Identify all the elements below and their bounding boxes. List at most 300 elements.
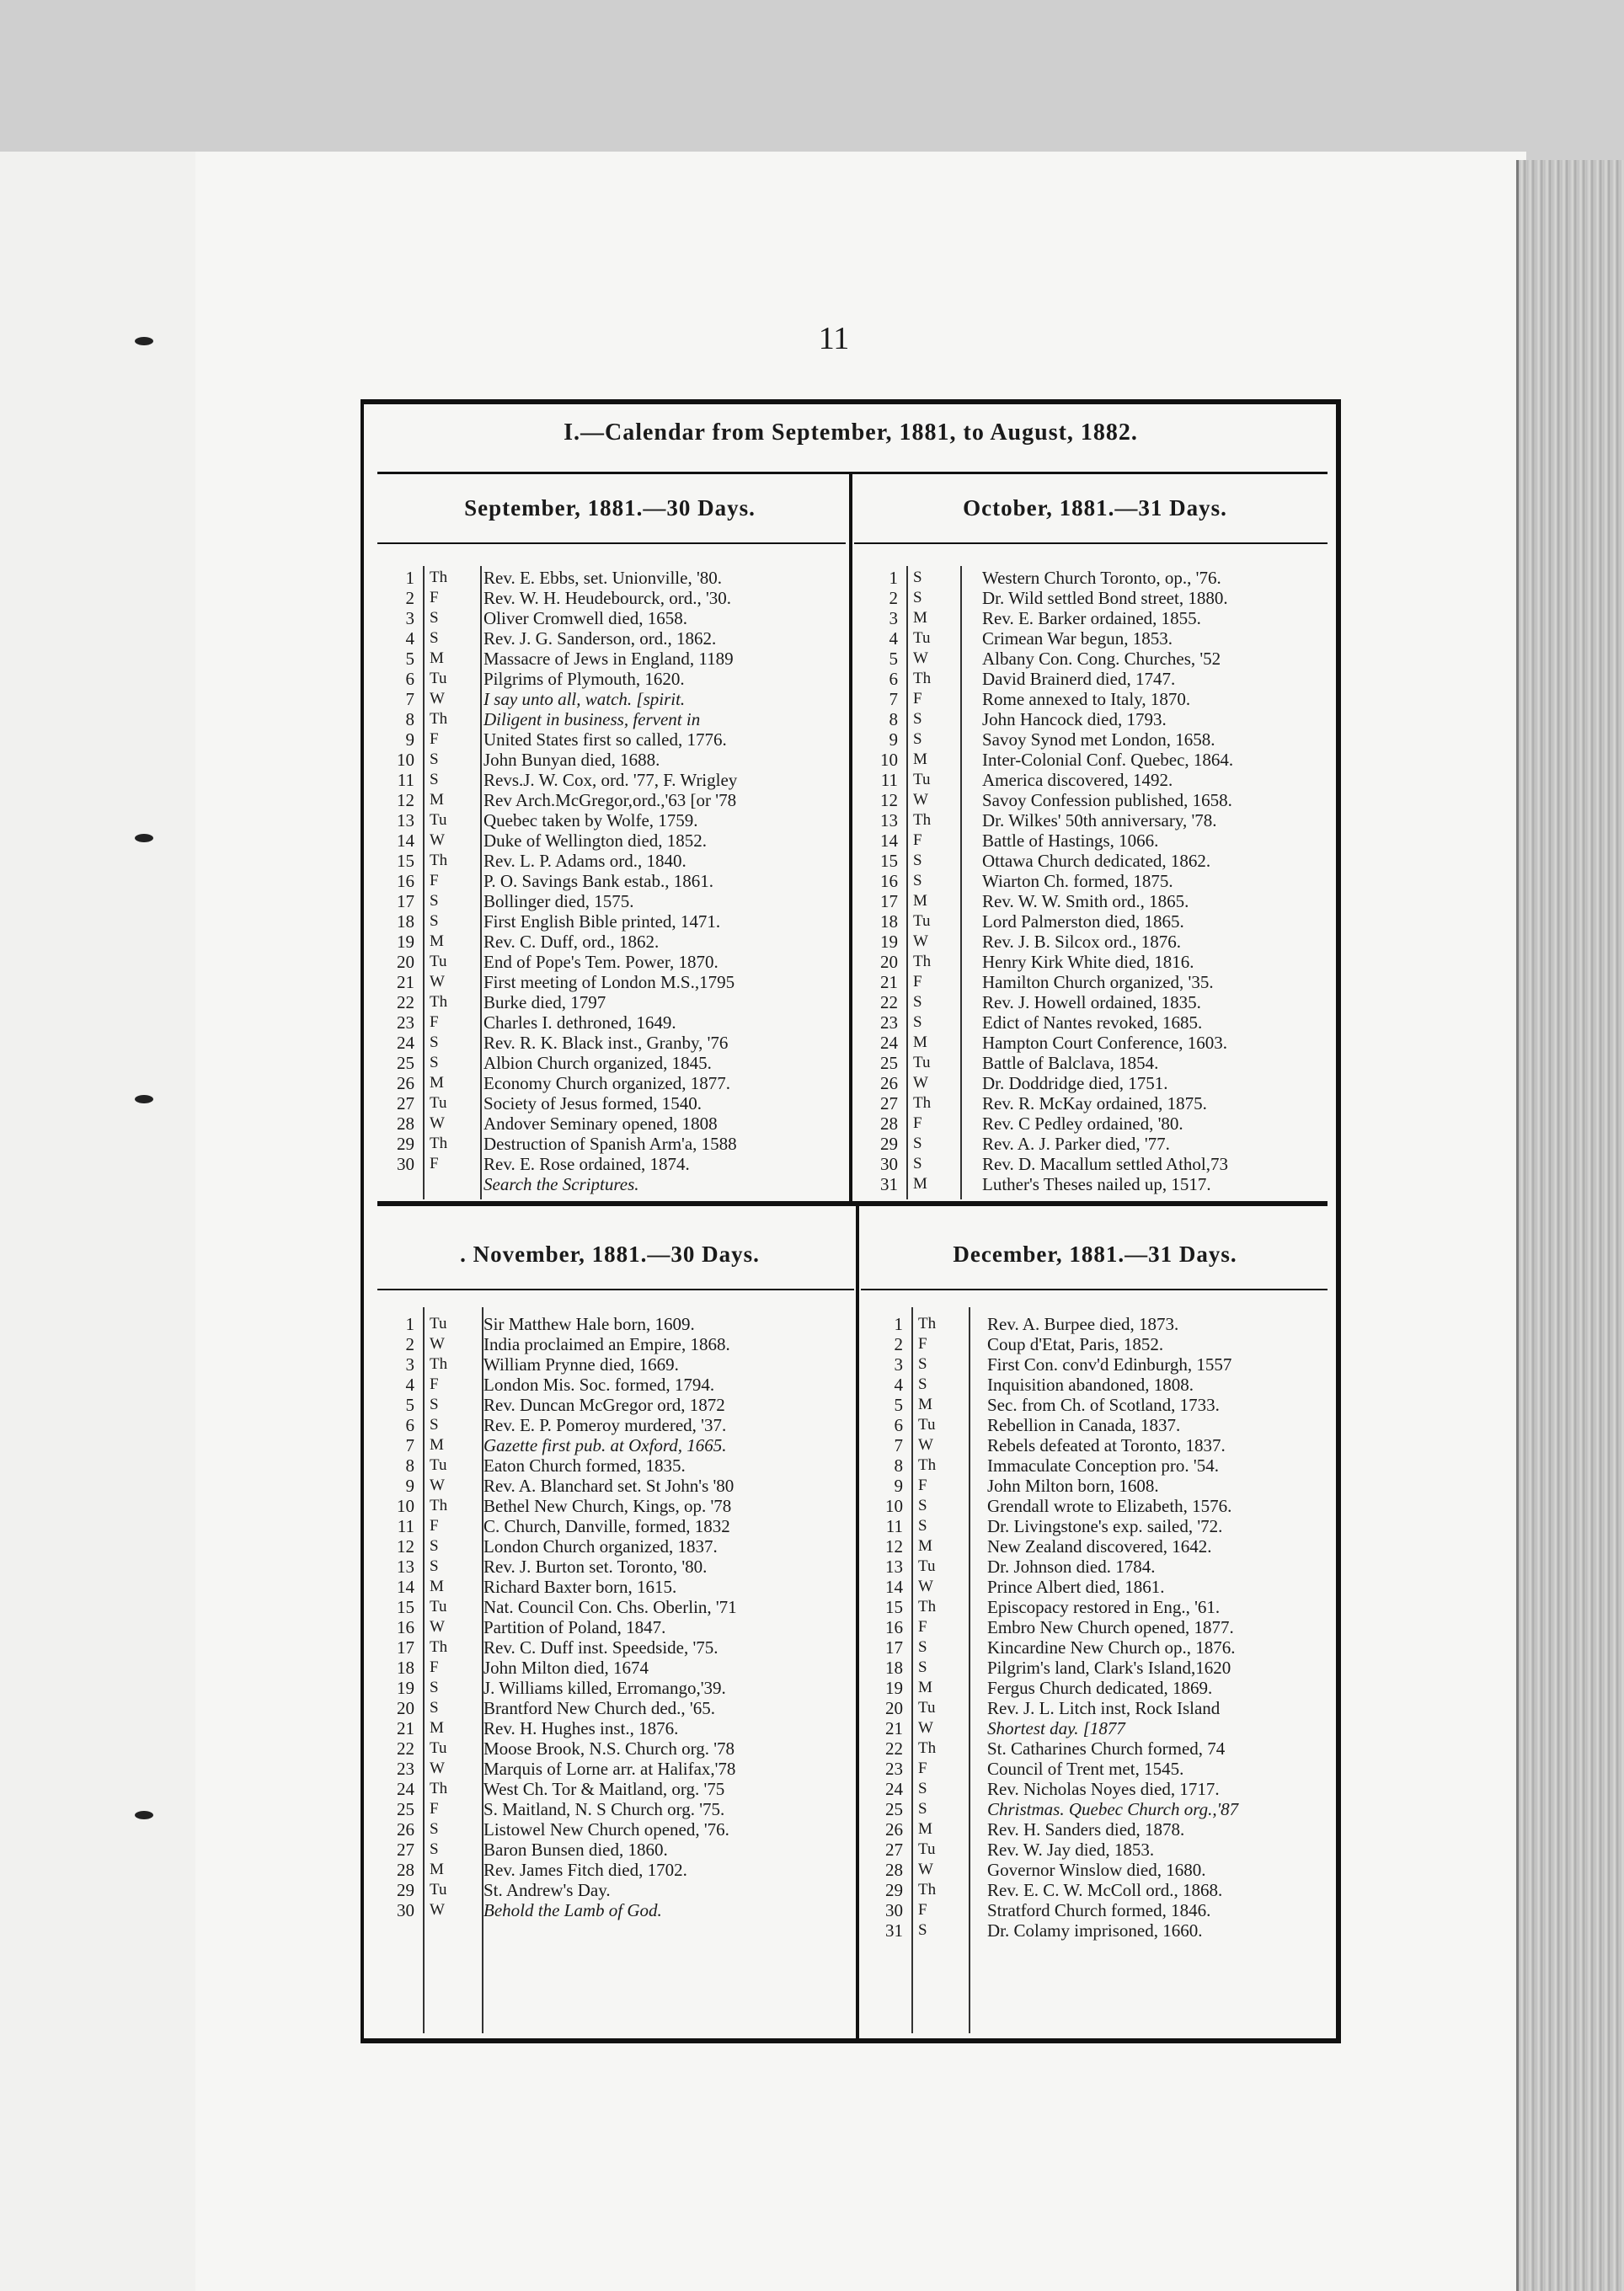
day-number: 19 [397,932,414,952]
day-number: 2 [405,588,414,608]
calendar-row [857,992,1326,1012]
weekday: W [918,1578,933,1595]
day-number: 24 [397,1033,414,1053]
weekday: Th [430,1638,448,1656]
day-number: 21 [885,1718,903,1738]
calendar-row [374,1698,851,1718]
weekday: W [430,831,445,849]
weekday: F [430,730,439,748]
day-number: 6 [405,1415,414,1435]
weekday: Th [918,1739,937,1757]
event-text: Rev. James Fitch died, 1702. [483,1860,687,1880]
calendar-row [857,729,1326,750]
month-title: October, 1881.—31 Days. [963,495,1227,521]
weekday: F [913,973,922,991]
event-text: Western Church Toronto, op., '76. [982,568,1221,588]
day-number: 15 [397,1597,414,1617]
weekday: Tu [918,1557,936,1575]
day-number: 23 [397,1759,414,1779]
event-text: Governor Winslow died, 1680. [987,1860,1206,1880]
weekday: W [918,1719,933,1737]
day-number: 12 [397,1536,414,1557]
weekday: Tu [430,1881,447,1898]
calendar-row [374,1597,851,1617]
weekday: S [913,569,922,586]
weekday: S [913,1013,922,1031]
calendar-row [374,1496,851,1516]
calendar-row [857,568,1326,588]
calendar-row [857,1174,1326,1194]
weekday: M [913,609,927,627]
calendar-row [857,628,1326,649]
day-number: 23 [885,1759,903,1779]
calendar-row [374,628,846,649]
calendar-row [863,1516,1328,1536]
calendar-row [374,770,846,790]
weekday: S [913,1135,922,1152]
day-number: 24 [880,1033,898,1053]
day-number: 16 [880,871,898,891]
weekday: S [918,1497,927,1514]
calendar-row [863,1860,1328,1880]
weekday: F [918,1335,927,1353]
event-text: India proclaimed an Empire, 1868. [483,1334,730,1354]
calendar-row [374,1678,851,1698]
event-text: Rev. E. Rose ordained, 1874. [483,1154,690,1174]
day-number: 21 [397,972,414,992]
event-text: Albion Church organized, 1845. [483,1053,712,1073]
day-number: 4 [405,1375,414,1395]
day-number: 7 [405,689,414,709]
day-number: 18 [397,911,414,932]
event-text: Shortest day. [1877 [987,1718,1125,1738]
event-text: Rev. J. L. Litch inst, Rock Island [987,1698,1221,1718]
calendar-row [857,871,1326,891]
weekday: S [918,1780,927,1797]
event-text: Diligent in business, fervent in [483,709,701,729]
day-number: 21 [397,1718,414,1738]
weekday: Th [430,852,448,869]
day-number: 5 [405,1395,414,1415]
event-text: Sec. from Ch. of Scotland, 1733. [987,1395,1220,1415]
event-text: America discovered, 1492. [982,770,1173,790]
weekday: M [430,649,444,667]
event-text: Partition of Poland, 1847. [483,1617,666,1637]
weekday: Th [430,569,448,586]
calendar-row [857,1033,1326,1053]
weekday: Th [918,1881,937,1898]
day-number: 19 [880,932,898,952]
event-text: John Hancock died, 1793. [982,709,1167,729]
calendar-row [374,1375,851,1395]
calendar-row [857,830,1326,851]
event-text: Grendall wrote to Elizabeth, 1576. [987,1496,1232,1516]
day-number: 29 [397,1134,414,1154]
weekday: M [913,892,927,910]
weekday: W [918,1861,933,1878]
calendar-row [374,911,846,932]
day-number: 28 [880,1113,898,1134]
weekday: Th [430,1780,448,1797]
event-text: Rebels defeated at Toronto, 1837. [987,1435,1226,1455]
calendar-row [374,810,846,830]
calendar-row [863,1840,1328,1860]
calendar-row [374,608,846,628]
weekday: W [918,1436,933,1454]
weekday: F [918,1901,927,1919]
weekday: M [430,1578,444,1595]
weekday: Tu [430,1456,447,1474]
weekday: S [430,750,439,768]
weekday: W [913,932,928,950]
weekday: S [430,912,439,930]
day-number: 14 [397,1577,414,1597]
event-text: London Church organized, 1837. [483,1536,718,1557]
day-number: 19 [397,1678,414,1698]
event-text: Battle of Hastings, 1066. [982,830,1159,851]
calendar-row [857,911,1326,932]
day-number: 22 [397,1738,414,1759]
calendar-row [374,1113,846,1134]
day-number: 4 [889,628,898,649]
event-text: Rev. Duncan McGregor ord, 1872 [483,1395,725,1415]
event-text: Behold the Lamb of God. [483,1900,662,1920]
day-number: 10 [880,750,898,770]
calendar-row [857,669,1326,689]
weekday: F [430,589,439,606]
weekday: Th [918,1315,937,1332]
event-text: Edict of Nantes revoked, 1685. [982,1012,1203,1033]
calendar-row [863,1718,1328,1738]
calendar-row [374,568,846,588]
weekday: M [918,1396,932,1413]
day-number: 14 [885,1577,903,1597]
day-number: 10 [397,750,414,770]
calendar-row [857,689,1326,709]
day-number: 28 [885,1860,903,1880]
day-number: 1 [405,568,414,588]
day-number: 29 [880,1134,898,1154]
header-rule [377,1289,854,1290]
calendar-row [374,1455,851,1476]
event-text: Rev. C. Duff inst. Speedside, '75. [483,1637,719,1658]
day-number: 12 [885,1536,903,1557]
calendar-row [863,1536,1328,1557]
event-text: Savoy Confession published, 1658. [982,790,1232,810]
day-number: 22 [397,992,414,1012]
weekday: Th [913,811,932,829]
calendar-row [863,1637,1328,1658]
event-text: David Brainerd died, 1747. [982,669,1176,689]
day-number: 11 [885,1516,903,1536]
weekday: S [430,771,439,788]
day-number: 30 [885,1900,903,1920]
event-text: Battle of Balclava, 1854. [982,1053,1159,1073]
day-number: 30 [397,1900,414,1920]
event-text: Hamilton Church organized, '35. [982,972,1214,992]
day-number: 4 [405,628,414,649]
day-number: 27 [397,1093,414,1113]
column-divider [856,1206,859,2038]
calendar-title: I.—Calendar from September, 1881, to August, 1882. [564,419,1138,446]
calendar-row [374,1718,851,1738]
event-text: Rev. W. Jay died, 1853. [987,1840,1155,1860]
event-text: Dr. Wild settled Bond street, 1880. [982,588,1228,608]
weekday: S [913,710,922,728]
calendar-row [374,1536,851,1557]
day-number: 7 [894,1435,903,1455]
month-title: September, 1881.—30 Days. [464,495,756,521]
event-text: Rev. A. Blanchard set. St John's '80 [483,1476,735,1496]
calendar-row [863,1617,1328,1637]
calendar-row [374,1738,851,1759]
calendar-row [863,1435,1328,1455]
weekday: Th [430,1355,448,1373]
weekday: M [430,1719,444,1737]
event-text: Rev. H. Hughes inst., 1876. [483,1718,679,1738]
event-text: Listowel New Church opened, '76. [483,1819,729,1840]
weekday: F [430,1800,439,1818]
event-text: Crimean War begun, 1853. [982,628,1173,649]
event-text: Rev. J. Burton set. Toronto, '80. [483,1557,708,1577]
calendar-row [374,709,846,729]
weekday: Tu [913,912,931,930]
weekday: S [918,1355,927,1373]
event-text: Stratford Church formed, 1846. [987,1900,1211,1920]
day-number: 17 [397,891,414,911]
day-number: 25 [397,1053,414,1073]
day-number: 1 [889,568,898,588]
calendar-row [857,608,1326,628]
event-text: Inquisition abandoned, 1808. [987,1375,1194,1395]
event-text: Rev. J. Howell ordained, 1835. [982,992,1201,1012]
calendar-row [374,992,846,1012]
weekday: W [913,791,928,809]
calendar-row [374,1134,846,1154]
event-text: John Milton died, 1674 [483,1658,649,1678]
column-divider [849,473,852,1201]
calendar-row [857,1053,1326,1073]
weekday: S [913,730,922,748]
day-number: 21 [880,972,898,992]
event-text: Rev. J. G. Sanderson, ord., 1862. [483,628,717,649]
weekday: M [918,1537,932,1555]
event-text: Rev. W. H. Heudebourck, ord., '30. [483,588,732,608]
weekday: Tu [430,953,447,970]
day-number: 11 [397,1516,414,1536]
calendar-row [863,1658,1328,1678]
event-text: United States first so called, 1776. [483,729,727,750]
weekday: S [430,1840,439,1858]
day-number: 8 [889,709,898,729]
weekday: W [430,1618,445,1636]
event-text: Rev. A. Burpee died, 1873. [987,1314,1179,1334]
calendar-row [374,871,846,891]
weekday: F [913,831,922,849]
event-text: Brantford New Church ded., '65. [483,1698,715,1718]
calendar-row [374,790,846,810]
weekday: S [918,1517,927,1535]
calendar-row [374,1476,851,1496]
weekday: F [430,1013,439,1031]
weekday: Tu [430,1739,447,1757]
event-text: Rev. E. C. W. McColl ord., 1868. [987,1880,1223,1900]
weekday: S [430,609,439,627]
calendar-row [374,1073,846,1093]
calendar-row [857,1093,1326,1113]
day-number: 1 [894,1314,903,1334]
event-text: Nat. Council Con. Chs. Oberlin, '71 [483,1597,737,1617]
event-text: St. Catharines Church formed, 74 [987,1738,1226,1759]
day-number: 31 [880,1174,898,1194]
day-number: 26 [885,1819,903,1840]
weekday: F [430,1375,439,1393]
calendar-row [863,1920,1328,1941]
event-text: Quebec taken by Wolfe, 1759. [483,810,698,830]
calendar-row [857,1012,1326,1033]
weekday: Th [913,670,932,687]
header-rule [377,542,846,544]
weekday: M [913,750,927,768]
calendar-row [374,1840,851,1860]
event-text: Economy Church organized, 1877. [483,1073,730,1093]
weekday: F [913,690,922,708]
weekday: Tu [918,1699,936,1717]
weekday: S [918,1638,927,1656]
weekday: S [913,1155,922,1172]
month-title: December, 1881.—31 Days. [953,1242,1237,1267]
calendar-row [374,952,846,972]
weekday: Tu [913,1054,931,1071]
day-number: 29 [885,1880,903,1900]
calendar-row [857,1073,1326,1093]
calendar-row [374,1637,851,1658]
day-number: 30 [397,1154,414,1174]
day-number: 7 [889,689,898,709]
calendar-row [863,1334,1328,1354]
weekday: W [430,1760,445,1777]
day-number: 28 [397,1860,414,1880]
event-text: Rev. A. J. Parker died, '77. [982,1134,1170,1154]
event-text: Hampton Court Conference, 1603. [982,1033,1228,1053]
calendar-row [374,649,846,669]
weekday: Tu [913,771,931,788]
event-text: S. Maitland, N. S Church org. '75. [483,1799,725,1819]
weekday: M [913,1175,927,1193]
weekday: S [918,1375,927,1393]
day-number: 18 [397,1658,414,1678]
day-number: 2 [405,1334,414,1354]
weekday: Th [913,1094,932,1112]
event-text: Kincardine New Church op., 1876. [987,1637,1236,1658]
weekday: S [430,1033,439,1051]
weekday: Tu [918,1416,936,1434]
calendar-row [863,1759,1328,1779]
event-text: Rev. E. P. Pomeroy murdered, '37. [483,1415,727,1435]
event-text: Fergus Church dedicated, 1869. [987,1678,1213,1698]
weekday: M [430,932,444,950]
day-number: 11 [397,770,414,790]
calendar-row [374,1577,851,1597]
weekday: Th [918,1598,937,1615]
event-text: Rev. Nicholas Noyes died, 1717. [987,1779,1220,1799]
event-text: End of Pope's Tem. Power, 1870. [483,952,719,972]
calendar-row [374,891,846,911]
event-text: Wiarton Ch. formed, 1875. [982,871,1173,891]
weekday: Tu [430,1598,447,1615]
day-number: 6 [889,669,898,689]
event-text: Society of Jesus formed, 1540. [483,1093,702,1113]
day-number: 20 [880,952,898,972]
day-number: 18 [885,1658,903,1678]
day-number: 28 [397,1113,414,1134]
weekday: M [430,1861,444,1878]
calendar-row [374,1880,851,1900]
event-text: Albany Con. Cong. Churches, '52 [982,649,1221,669]
calendar-row [863,1819,1328,1840]
weekday: W [430,973,445,991]
event-text: Andover Seminary opened, 1808 [483,1113,718,1134]
calendar-row [857,810,1326,830]
calendar-row [374,689,846,709]
calendar-row [857,1134,1326,1154]
calendar-row [374,1557,851,1577]
day-number: 25 [397,1799,414,1819]
day-number: 9 [889,729,898,750]
calendar-row [374,1354,851,1375]
weekday: S [913,852,922,869]
day-number: 22 [885,1738,903,1759]
month-title: . November, 1881.—30 Days. [460,1242,760,1267]
day-number: 2 [889,588,898,608]
calendar-row [374,1516,851,1536]
weekday: M [913,1033,927,1051]
day-number: 13 [885,1557,903,1577]
event-text: Rev. D. Macallum settled Athol,73 [982,1154,1229,1174]
calendar-row [374,1617,851,1637]
event-text: Ottawa Church dedicated, 1862. [982,851,1211,871]
event-text: William Prynne died, 1669. [483,1354,679,1375]
calendar-row [863,1496,1328,1516]
event-text: Massacre of Jews in England, 1189 [483,649,734,669]
day-number: 15 [880,851,898,871]
weekday: M [918,1820,932,1838]
day-number: 3 [405,1354,414,1375]
event-text: Bollinger died, 1575. [483,891,634,911]
event-text: John Milton born, 1608. [987,1476,1159,1496]
calendar-row [374,1154,846,1174]
day-number: 26 [397,1819,414,1840]
day-number: 11 [880,770,898,790]
weekday: Tu [913,629,931,647]
calendar-row [863,1395,1328,1415]
weekday: F [430,872,439,889]
day-number: 12 [397,790,414,810]
day-number: 18 [880,911,898,932]
day-number: 2 [894,1334,903,1354]
day-number: 17 [880,891,898,911]
event-text: London Mis. Soc. formed, 1794. [483,1375,715,1395]
event-text: C. Church, Danville, formed, 1832 [483,1516,730,1536]
calendar-row [374,1819,851,1840]
day-number: 20 [885,1698,903,1718]
page-number: 11 [818,321,850,356]
weekday: Th [430,993,448,1011]
event-text: West Ch. Tor & Maitland, org. '75 [483,1779,725,1799]
weekday: W [913,1074,928,1092]
event-text: Rome annexed to Italy, 1870. [982,689,1191,709]
calendar-row [857,932,1326,952]
